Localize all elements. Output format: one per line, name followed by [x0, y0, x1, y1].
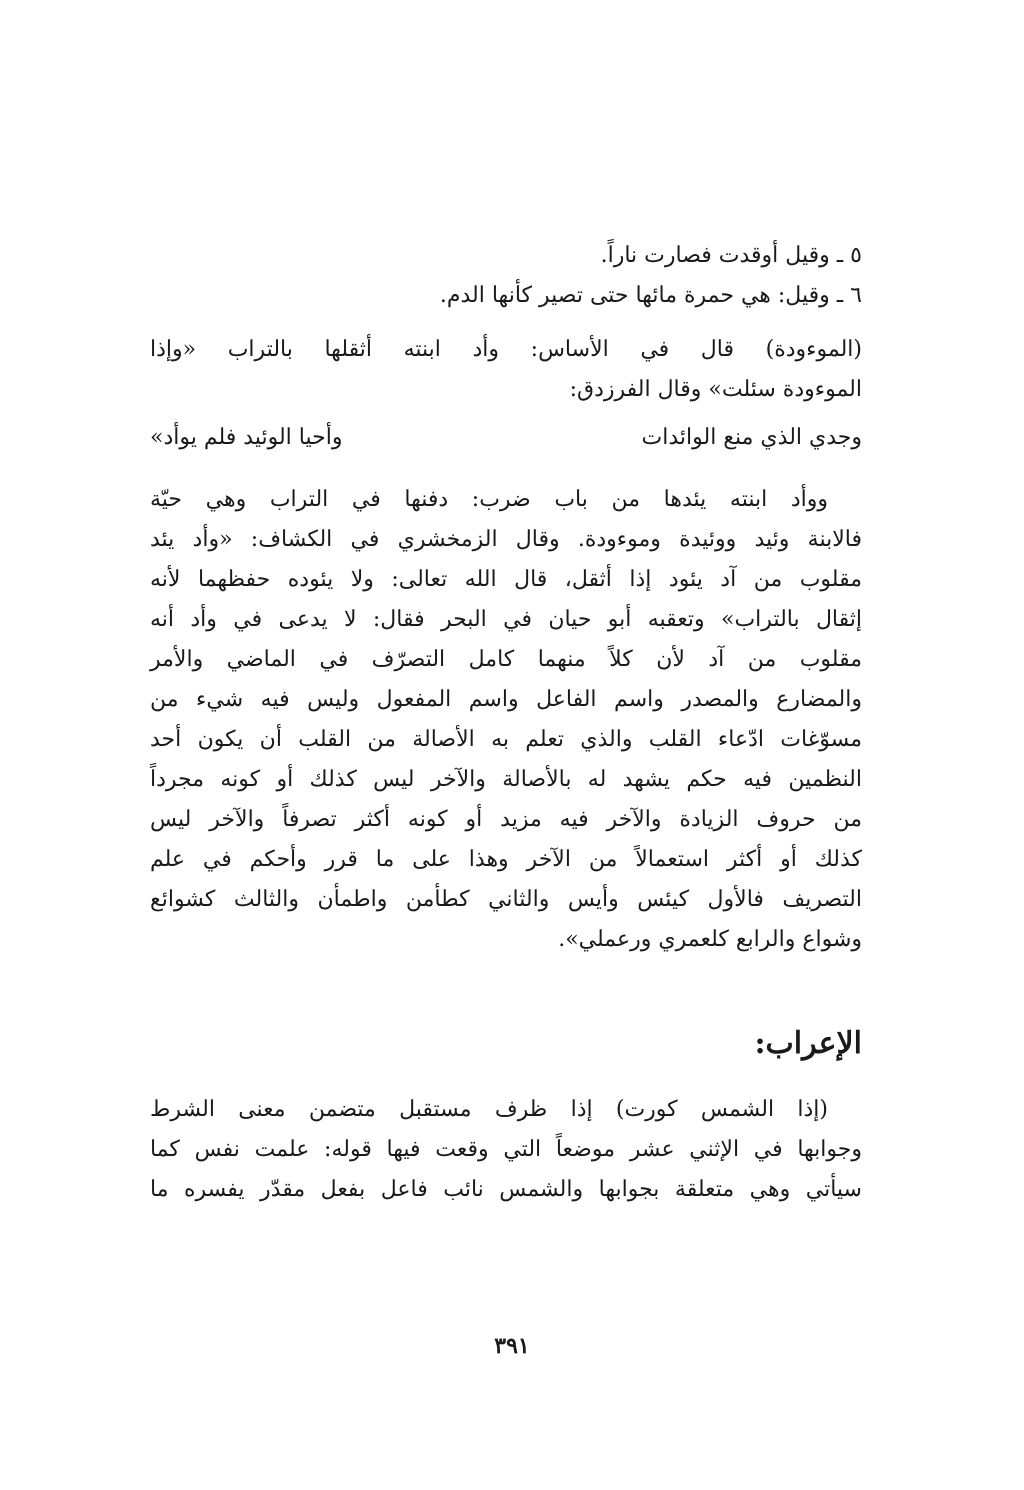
main-paragraph: [150, 480, 862, 960]
paragraph-line: فالابنة وئيد ووئيدة وموءودة. وقال الزمخشري في الكشاف: «وأد يئد: [150, 527, 862, 552]
page-number: ٣٩١: [494, 1333, 530, 1359]
section-heading: الإعراب:: [754, 1026, 862, 1061]
paragraph-line: سيأتي وهي متعلقة بجوابها والشمس نائب فاعل بفعل مقدّر يفسره ما: [150, 1177, 862, 1202]
paragraph-line: وجوابها في الإثني عشر موضعاً التي وقعت فيها قوله: علمت نفس كما: [150, 1137, 862, 1162]
paragraph-line: التصريف فالأول كيئس وأيس والثاني كطأمن واطمأن والثالث كشوائع: [150, 887, 862, 912]
paragraph-line: كذلك أو أكثر استعمالاً من الآخر وهذا على ما قرر وأحكم في علم: [150, 847, 862, 872]
paragraph-line: وشواع والرابع كلعمري ورعملي».: [558, 927, 862, 952]
paragraph-line: (إذا الشمس كورت) إذا ظرف مستقبل متضمن معنى الشرط: [150, 1097, 828, 1122]
paragraph-line: إثقال بالتراب» وتعقبه أبو حيان في البحر فقال: لا يدعى في وأد أنه: [150, 607, 862, 632]
list-item-6: ٦ ـ وقيل: هي حمرة مائها حتى تصير كأنها الدم.: [439, 283, 862, 308]
paragraph-line: الموءودة سئلت» وقال الفرزدق:: [569, 377, 862, 402]
paragraph-line: مقلوب من آد لأن كلاً منهما كامل التصرّف في الماضي والأمر: [150, 647, 862, 672]
verse-second-hemistich: وأحيا الوئيد فلم يوأد»: [150, 425, 343, 450]
paragraph-line: النظمين فيه حكم يشهد له بالأصالة والآخر ليس كذلك أو كونه مجرداً: [150, 767, 862, 792]
paragraph-line: مقلوب من آد يئود إذا أثقل، قال الله تعالى: ولا يئوده حفظهما لأنه: [150, 567, 862, 592]
paragraph-line: والمضارع والمصدر واسم الفاعل واسم المفعول وليس فيه شيء من: [150, 687, 862, 712]
list-item: [150, 236, 862, 316]
paragraph-line: ووأد ابنته يئدها من باب ضرب: دفنها في التراب وهي حيّة: [150, 487, 828, 512]
verse-first-hemistich: وجدي الذي منع الوائدات: [641, 425, 862, 450]
paragraph-line: (الموءودة) قال في الأساس: وأد ابنته أثقلها بالتراب «وإذا: [150, 337, 862, 362]
poem-verse: [150, 410, 862, 458]
irab-paragraph: [150, 1090, 862, 1210]
page-body: [150, 236, 862, 1210]
mawuda-paragraph: [150, 330, 862, 410]
paragraph-line: مسوّغات ادّعاء القلب والذي تعلم به الأصالة من القلب أن يكون أحد: [150, 727, 862, 752]
list-item-5: ٥ ـ وقيل أوقدت فصارت ناراً.: [600, 243, 862, 268]
paragraph-line: من حروف الزيادة والآخر فيه مزيد أو كونه أكثر تصرفاً والآخر ليس: [150, 807, 862, 832]
